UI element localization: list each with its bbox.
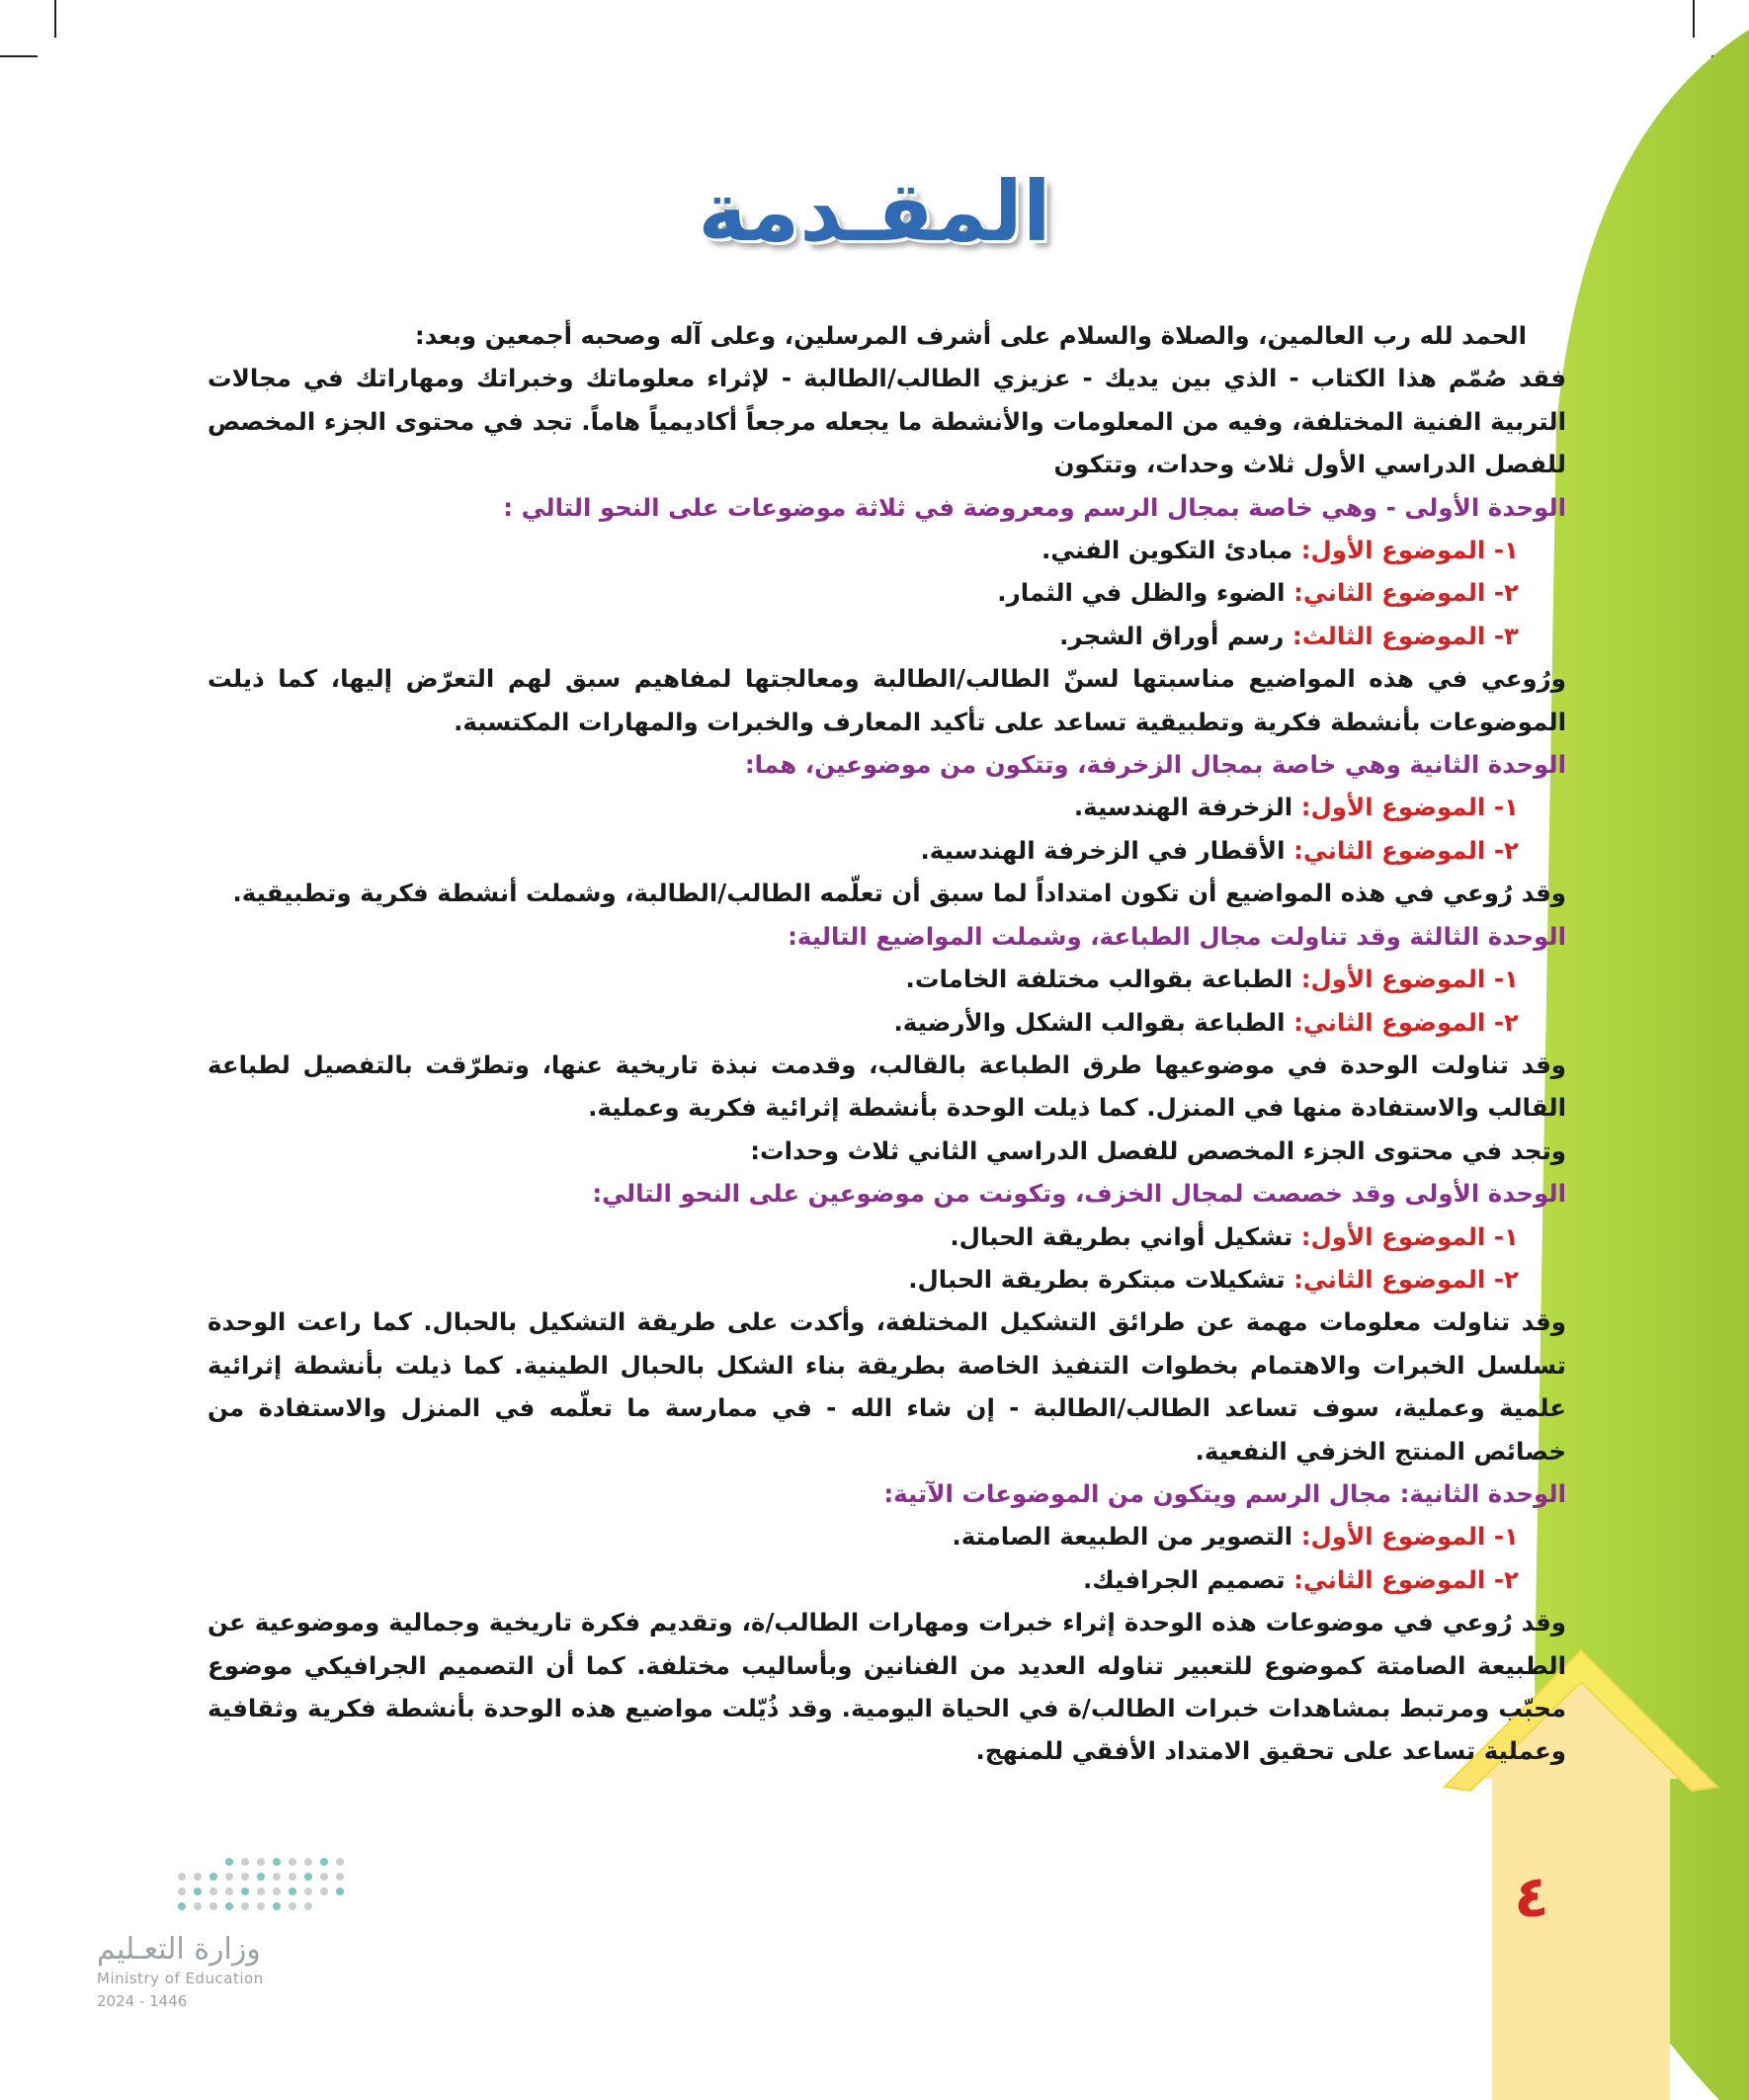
logo-dot bbox=[336, 1888, 344, 1895]
logo-dot bbox=[304, 1873, 312, 1881]
paragraph: وقد تناولت معلومات مهمة عن طرائق التشكيل المختلفة، وأكدت على طريقة التشكيل بالحبال. كما راعت الوحدة تسلسل الخبرات والاهتمام بخطوات التنفيذ الخاصة بطريقة بناء الشكل بالحبال الطينية. كما ذيلت بأنشطة إثرائية علمية وعملية، سوف تساعد الطالب/الطالبة - إن شاء الله - في ممارسة ما تعلّمه في المنزل والاستفادة من خصائص المنتج الخزفي النفعية. bbox=[208, 1307, 1566, 1466]
logo-dot bbox=[289, 1888, 296, 1895]
topic-text: الأقطار في الزخرفة الهندسية. bbox=[920, 835, 1286, 865]
topic-label: ٢- الموضوع الثاني: bbox=[1293, 835, 1519, 865]
logo-dot bbox=[194, 1888, 202, 1895]
topic-label: ١- الموضوع الأول: bbox=[1300, 1221, 1519, 1251]
logo-dot bbox=[320, 1873, 328, 1881]
topic-label: ٢- الموضوع الثاني: bbox=[1293, 1264, 1519, 1294]
logo-dot bbox=[209, 1873, 217, 1881]
topic-item bbox=[208, 571, 1566, 614]
logo-dot bbox=[241, 1888, 249, 1895]
topic-text: تشكيلات مبتكرة بطريقة الحبال. bbox=[908, 1264, 1286, 1294]
logo-dot bbox=[209, 1888, 217, 1895]
paragraph: ورُوعي في هذه المواضيع مناسبتها لسنّ الطالب/الطالبة ومعالجتها لمفاهيم سبق لهم التعرّض إليها، كما ذيلت الموضوعات بأنشطة فكرية وتطبيقية تساعد على تأكيد المعارف والخبرات والمهارات المكتسبة. bbox=[208, 664, 1566, 736]
logo-dot bbox=[225, 1873, 233, 1881]
unit-heading: الوحدة الأولى وقد خصصت لمجال الخزف، وتكونت من موضوعين على النحو التالي: bbox=[592, 1179, 1566, 1209]
topic-item bbox=[208, 1258, 1566, 1301]
logo-dot bbox=[273, 1858, 281, 1866]
logo-dot bbox=[289, 1858, 296, 1866]
paragraph: فقد صُمّم هذا الكتاب - الذي بين يديك - عزيزي الطالب/الطالبة - لإثراء معلوماتك وخبراتك ومهاراتك في مجالات التربية الفنية المختلفة، وفيه من المعلومات والأنشطة ما يجعله مرجعاً أكاديمياً هاماً. تجد في محتوى الجزء المخصص للفصل الدراسي الأول ثلاث وحدات، وتتكون bbox=[208, 364, 1566, 479]
logo-dot bbox=[178, 1873, 186, 1881]
logo-dot bbox=[320, 1888, 328, 1895]
topic-label: ٢- الموضوع الثاني: bbox=[1293, 1564, 1519, 1594]
logo-dot bbox=[241, 1873, 249, 1881]
paragraph: وتجد في محتوى الجزء المخصص للفصل الدراسي الثاني ثلاث وحدات: bbox=[750, 1135, 1566, 1165]
topic-label: ٣- الموضوع الثالث: bbox=[1291, 621, 1519, 650]
topic-text: الضوء والظل في الثمار. bbox=[997, 578, 1286, 608]
topic-label: ١- الموضوع الأول: bbox=[1300, 536, 1519, 565]
unit-heading: الوحدة الأولى - وهي خاصة بمجال الرسم ومعروضة في ثلاثة موضوعات على النحو التالي : bbox=[503, 492, 1566, 522]
logo-dot bbox=[209, 1902, 217, 1910]
logo-dot bbox=[273, 1888, 281, 1895]
topic-label: ٢- الموضوع الثاني: bbox=[1293, 578, 1519, 608]
logo-dot bbox=[257, 1888, 265, 1895]
paragraph: وقد رُوعي في هذه المواضيع أن تكون امتداداً لما سبق أن تعلّمه الطالب/الطالبة، وشملت أنشطة فكرية وتطبيقية. bbox=[232, 879, 1566, 908]
logo-dot bbox=[225, 1888, 233, 1895]
topic-text: التصوير من الطبيعة الصامتة. bbox=[952, 1522, 1293, 1552]
topic-text: رسم أوراق الشجر. bbox=[1059, 621, 1285, 650]
topic-label: ١- الموضوع الأول: bbox=[1300, 965, 1519, 994]
logo-dot bbox=[336, 1858, 344, 1866]
logo-dot bbox=[241, 1902, 249, 1910]
topic-text: الزخرفة الهندسية. bbox=[1073, 793, 1293, 822]
topic-label: ٢- الموضوع الثاني: bbox=[1293, 1007, 1519, 1037]
topic-text: تشكيل أواني بطريقة الحبال. bbox=[950, 1221, 1293, 1251]
paragraph: وقد تناولت الوحدة في موضوعيها طرق الطباعة بالقالب، وقدمت نبذة تاريخية عنها، وتطرّقت بالتفصيل لطباعة القالب والاستفادة منها في المنزل. كما ذيلت الوحدة بأنشطة إثرائية فكرية وعملية. bbox=[208, 1050, 1566, 1123]
logo-dot bbox=[304, 1902, 312, 1910]
ministry-logo-english: Ministry of Education bbox=[97, 1970, 264, 1987]
logo-dot bbox=[289, 1902, 296, 1910]
logo-dot bbox=[273, 1902, 281, 1910]
logo-dot bbox=[304, 1858, 312, 1866]
logo-dot bbox=[257, 1858, 265, 1866]
paragraph: وقد رُوعي في موضوعات هذه الوحدة إثراء خبرات ومهارات الطالب/ة، وتقديم فكرة تاريخية وجمالية وموضوعية عن الطبيعة الصامتة كموضوع للتعبير تناوله العديد من الفنانين وبأساليب مختلفة. كما أن التصميم الجرافيكي موضوع محبّب ومرتبط بمشاهدات خبرات الطالب/ة في الحياة اليومية. وقد ذُيّلت مواضيع هذه الوحدة بأنشطة فكرية وثقافية وعملية تساعد على تحقيق الامتداد الأفقي للمنهج. bbox=[208, 1608, 1566, 1766]
topic-text: تصميم الجرافيك. bbox=[1082, 1564, 1286, 1594]
ministry-logo-arabic: وزارة التعـليم bbox=[97, 1932, 261, 1967]
logo-dot bbox=[225, 1858, 233, 1866]
topic-item bbox=[208, 786, 1566, 828]
logo-dot bbox=[225, 1902, 233, 1910]
topic-item bbox=[208, 829, 1566, 872]
logo-dot bbox=[257, 1873, 265, 1881]
page-title: المقـدمة bbox=[698, 163, 1051, 260]
topic-text: الطباعة بقوالب مختلفة الخامات. bbox=[905, 965, 1293, 994]
topic-item bbox=[208, 615, 1566, 657]
logo-dot bbox=[336, 1873, 344, 1881]
topic-item bbox=[208, 1558, 1566, 1601]
topic-item bbox=[208, 1001, 1566, 1044]
logo-dot bbox=[273, 1873, 281, 1881]
topic-text: مبادئ التكوين الفني. bbox=[1041, 536, 1293, 565]
logo-dot bbox=[320, 1858, 328, 1866]
logo-dot bbox=[178, 1902, 186, 1910]
logo-dot bbox=[289, 1873, 296, 1881]
logo-dot bbox=[194, 1873, 202, 1881]
unit-heading: الوحدة الثالثة وقد تناولت مجال الطباعة، وشملت المواضيع التالية: bbox=[788, 921, 1566, 951]
logo-dot bbox=[178, 1888, 186, 1895]
unit-heading: الوحدة الثانية وهي خاصة بمجال الزخرفة، وتتكون من موضوعين، هما: bbox=[744, 750, 1566, 780]
logo-dot bbox=[304, 1888, 312, 1895]
ministry-logo-icon bbox=[178, 1858, 356, 1922]
topic-label: ١- الموضوع الأول: bbox=[1300, 1522, 1519, 1552]
topic-item bbox=[208, 1216, 1566, 1258]
topic-item bbox=[208, 529, 1566, 571]
unit-heading: الوحدة الثانية: مجال الرسم ويتكون من الموضوعات الآتية: bbox=[883, 1478, 1566, 1508]
topic-item bbox=[208, 958, 1566, 1000]
logo-dot bbox=[257, 1902, 265, 1910]
topic-text: الطباعة بقوالب الشكل والأرضية. bbox=[893, 1007, 1286, 1037]
topic-label: ١- الموضوع الأول: bbox=[1300, 793, 1519, 822]
intro-text bbox=[208, 314, 1566, 1773]
topic-item bbox=[208, 1515, 1566, 1557]
logo-dot bbox=[241, 1858, 249, 1866]
paragraph: الحمد لله رب العالمين، والصلاة والسلام على أشرف المرسلين، وعلى آله وصحبه أجمعين وبعد: bbox=[414, 321, 1527, 350]
ministry-logo-year: 2024 - 1446 bbox=[97, 1992, 188, 2010]
logo-dot bbox=[194, 1902, 202, 1910]
page-number: ٤ bbox=[1514, 1863, 1549, 1930]
